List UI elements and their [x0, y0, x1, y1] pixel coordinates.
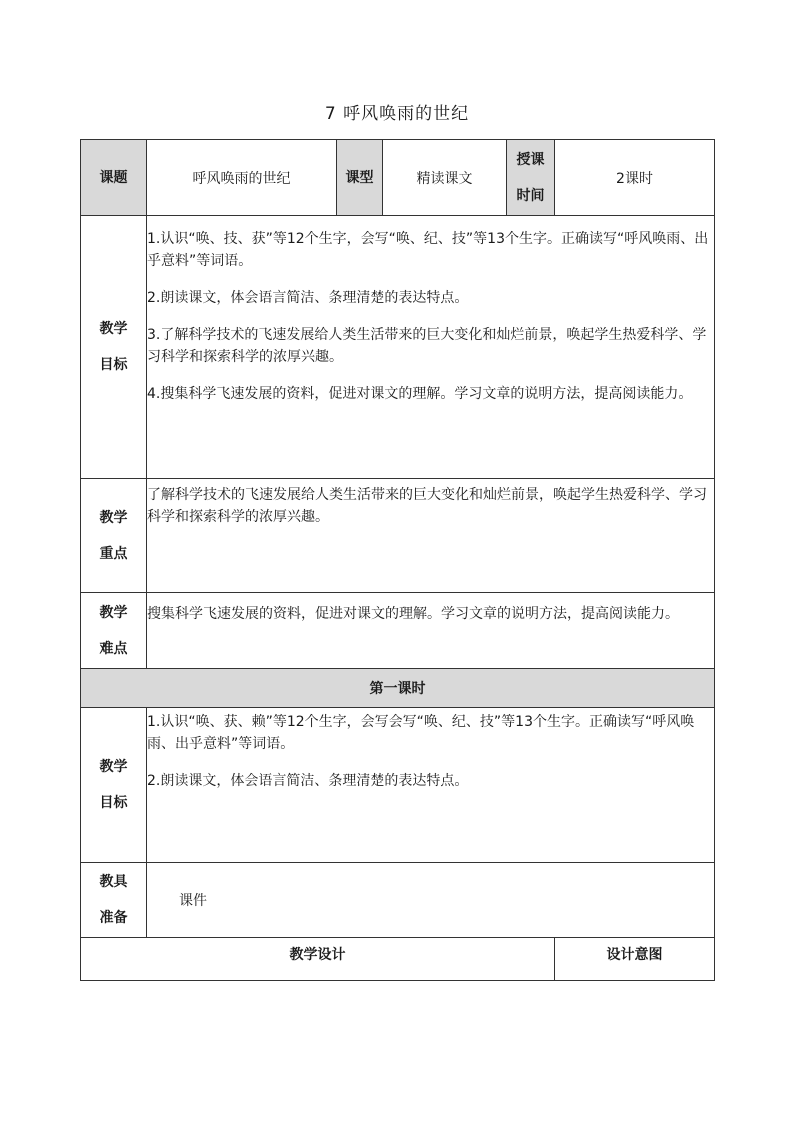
key-points-content: [147, 479, 715, 593]
design-label: 教学设计: [81, 938, 555, 981]
topic-label: 课题: [81, 140, 147, 216]
page-title: 7 呼风唤雨的世纪: [324, 104, 470, 124]
intent-label: 设计意图: [555, 938, 715, 981]
time-label-line-2: 时间: [516, 187, 545, 204]
goals-content: [147, 216, 715, 479]
goals-label-line-2: 目标: [99, 357, 128, 373]
key-points-label-line-2: 重点: [99, 545, 128, 562]
difficult-points-label-line-1: 教学: [99, 604, 128, 621]
tools-row: [81, 863, 715, 938]
tools-label-line-1: 教具: [99, 874, 128, 890]
time-label: [507, 140, 555, 216]
difficult-points-content: [147, 593, 715, 669]
goal-item: 3.了解科学技术的飞速发展给人类生活带来的巨大变化和灿烂前景，唤起学生热爱科学、学习科学和探索科学的浓厚兴趣。: [147, 327, 707, 365]
goals-label-line-1: 教学: [99, 321, 128, 337]
lesson-one-goals-label-line-2: 目标: [99, 795, 128, 811]
difficult-points-label-line-2: 难点: [99, 640, 128, 657]
goal-item: 4.搜集科学飞速发展的资料，促进对课文的理解。学习文章的说明方法，提高阅读能力。: [147, 386, 693, 402]
key-points-row: [81, 479, 715, 593]
key-points-text: 了解科学技术的飞速发展给人类生活带来的巨大变化和灿烂前景，唤起学生热爱科学、学习科学和探索科学的浓厚兴趣。: [147, 487, 707, 525]
key-points-label: [81, 479, 147, 593]
goals-label: [81, 216, 147, 479]
type-label: 课型: [337, 140, 383, 216]
tools-label: [81, 863, 147, 938]
tools-value: 课件: [147, 863, 715, 938]
lesson-one-goals-content: [147, 708, 715, 863]
time-value: 2课时: [555, 140, 715, 216]
difficult-points-label: [81, 593, 147, 669]
lesson-one-goals-label-line-1: 教学: [99, 759, 128, 775]
key-points-label-line-1: 教学: [99, 509, 128, 526]
lesson-one-goals-row: [81, 708, 715, 863]
header-row: [81, 140, 715, 216]
tools-label-line-2: 准备: [99, 910, 128, 926]
time-label-line-1: 授课: [516, 151, 545, 168]
topic-value: 呼风唤雨的世纪: [147, 140, 337, 216]
footer-row: [81, 938, 715, 981]
difficult-points-text: 搜集科学飞速发展的资料，促进对课文的理解。学习文章的说明方法，提高阅读能力。: [147, 606, 679, 622]
difficult-points-row: [81, 593, 715, 669]
goal-item: 1.认识“唤、技、获”等12个生字，会写“唤、纪、技”等13个生字。正确读写“呼风唤雨、出乎意料”等词语。: [147, 231, 709, 269]
lesson-plan-table: [80, 139, 715, 981]
lesson-one-goal-item: 2.朗读课文，体会语言简洁、条理清楚的表达特点。: [147, 773, 469, 789]
lesson-one-heading: 第一课时: [81, 669, 715, 708]
lesson-one-goals-label: [81, 708, 147, 863]
goal-item: 2.朗读课文，体会语言简洁、条理清楚的表达特点。: [147, 290, 469, 306]
lesson-one-heading-row: [81, 669, 715, 708]
type-value: 精读课文: [383, 140, 507, 216]
goals-row: [81, 216, 715, 479]
lesson-one-goal-item: 1.认识“唤、获、赖”等12个生字，会写会写“唤、纪、技”等13个生字。正确读写“呼风唤雨、出乎意料”等词语。: [147, 714, 695, 752]
